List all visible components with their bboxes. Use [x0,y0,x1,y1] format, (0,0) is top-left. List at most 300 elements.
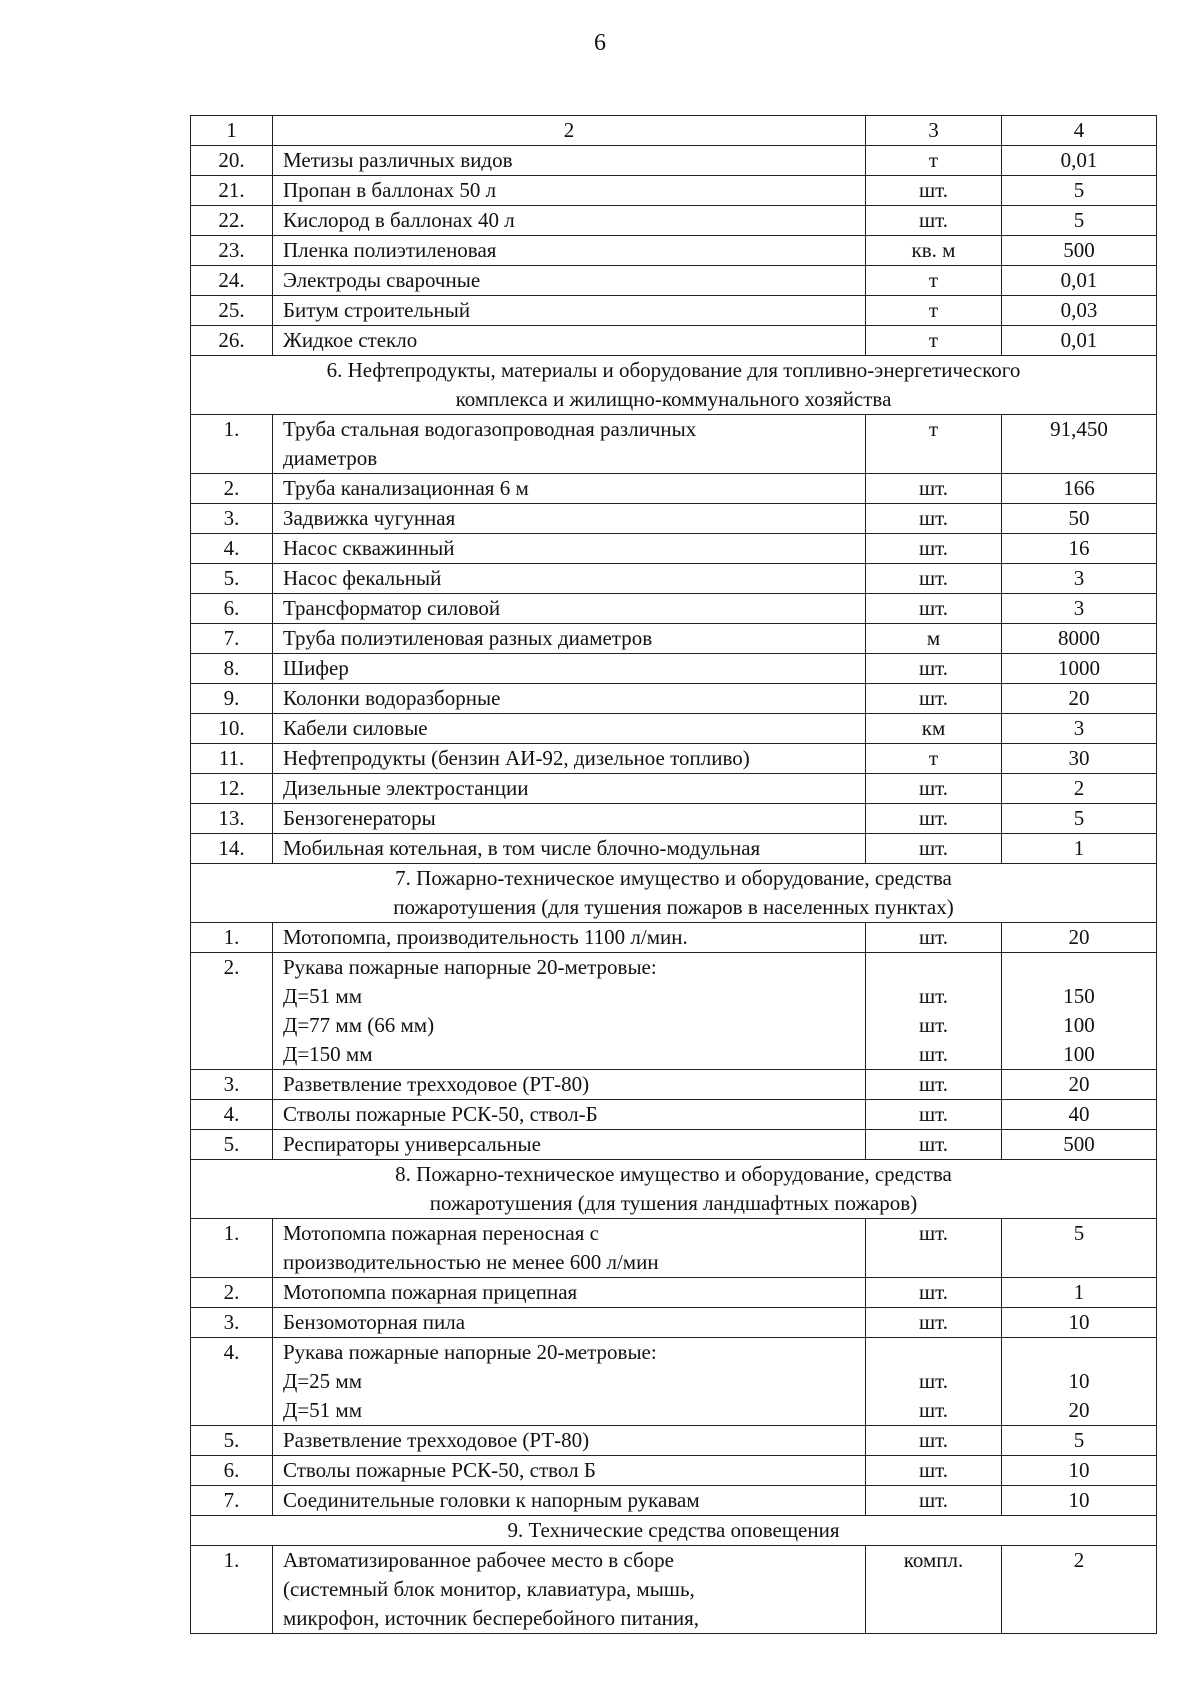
item-quantity: 3 [1073,716,1085,740]
section-title [191,864,1157,923]
item-unit: кв. м [911,238,956,262]
row-number: 7. [191,624,273,654]
table-row [191,953,1157,1070]
item-unit-cell [866,236,1002,266]
item-quantity-cell [1002,1100,1157,1130]
row-number: 1. [191,923,273,953]
section-title-line: пожаротушения (для тушения ландшафтных пожаров) [429,1191,918,1215]
item-name: Мотопомпа, производительность 1100 л/мин. [283,925,688,949]
item-quantity-cell [1002,1486,1157,1516]
section-title-line: 7. Пожарно-техническое имущество и оборудование, средства [395,866,952,890]
item-name: Насос скважинный [283,536,455,560]
item-quantity: 0,03 [1060,298,1098,322]
row-number: 9. [191,684,273,714]
item-unit: шт. [918,806,949,830]
item-unit-cell [866,624,1002,654]
item-name: Стволы пожарные РСК-50, ствол-Б [283,1102,598,1126]
item-quantity-cell [1002,1338,1157,1426]
item-quantity: 1000 [1058,656,1100,680]
section-title-line: пожаротушения (для тушения пожаров в населенных пунктах) [393,895,954,919]
item-name-cell [273,206,866,236]
item-unit: шт. [918,1280,949,1304]
row-number: 4. [191,1338,273,1426]
item-name: Насос фекальный [283,566,442,590]
item-quantity: 0,01 [1060,148,1098,172]
item-quantity-cell [1002,415,1157,474]
section-title-line: комплекса и жилищно-коммунального хозяйства [455,387,892,411]
item-name-cell [273,266,866,296]
item-unit-cell [866,714,1002,744]
item-quantity-cell [1002,923,1157,953]
item-name-cell [273,1308,866,1338]
item-quantity: 50 [1068,506,1090,530]
item-quantity [1008,1338,1150,1367]
item-unit-cell [866,834,1002,864]
row-number: 22. [191,206,273,236]
item-name: Автоматизированное рабочее место в сборе [283,1548,674,1572]
item-name: Колонки водоразборные [283,686,501,710]
item-quantity: 5 [1073,208,1085,232]
table-row [191,266,1157,296]
item-name: Соединительные головки к напорным рукавам [283,1488,700,1512]
item-name: Труба канализационная 6 м [283,476,529,500]
row-number: 3. [191,1070,273,1100]
item-unit-cell [866,206,1002,236]
item-name: Рукава пожарные напорные 20-метровые: [283,1340,657,1364]
table-row [191,1100,1157,1130]
item-quantity: 5 [1073,1428,1085,1452]
item-unit: т [928,148,939,172]
item-name: Д=51 мм [283,984,362,1008]
item-name-cell [273,804,866,834]
section-title-line: 8. Пожарно-техническое имущество и оборудование, средства [395,1162,952,1186]
item-name: Разветвление трехходовое (РТ-80) [283,1072,590,1096]
row-number: 1. [191,1219,273,1278]
item-quantity: 10 [1068,1488,1090,1512]
item-unit-cell [866,953,1002,1070]
item-name-cell [273,236,866,266]
item-name-cell [273,714,866,744]
item-unit: т [928,268,939,292]
item-name-cell [273,1546,866,1634]
item-quantity: 2 [1073,776,1085,800]
row-number: 13. [191,804,273,834]
item-name: Стволы пожарные РСК-50, ствол Б [283,1458,596,1482]
item-unit: км [921,716,946,740]
item-quantity: 20 [1068,686,1090,710]
item-name-cell [273,953,866,1070]
item-quantity-cell [1002,654,1157,684]
item-name-cell [273,326,866,356]
row-number: 10. [191,714,273,744]
item-unit [872,1338,995,1367]
section-title-line: 9. Технические средства оповещения [507,1518,840,1542]
table-row [191,296,1157,326]
section-header-row [191,1516,1157,1546]
row-number: 2. [191,1278,273,1308]
item-unit-cell [866,1456,1002,1486]
item-quantity: 150 [1063,984,1095,1008]
item-quantity: 20 [1068,1398,1090,1422]
item-unit-cell [866,504,1002,534]
table-row [191,1546,1157,1634]
item-quantity: 500 [1063,1132,1095,1156]
section-title [191,356,1157,415]
table-row [191,326,1157,356]
item-quantity-cell [1002,504,1157,534]
table-row [191,1278,1157,1308]
item-quantity-cell [1002,206,1157,236]
item-unit-cell [866,1308,1002,1338]
table-row [191,744,1157,774]
item-unit-cell [866,1338,1002,1426]
item-quantity-cell [1002,624,1157,654]
section-title-line: 6. Нефтепродукты, материалы и оборудование для топливно-энергетического [326,358,1021,382]
row-number: 2. [191,474,273,504]
row-number: 1. [191,415,273,474]
item-quantity: 0,01 [1060,268,1098,292]
item-unit: шт. [918,1310,949,1334]
item-unit [872,953,995,982]
row-number: 4. [191,1100,273,1130]
item-quantity-cell [1002,1278,1157,1308]
item-quantity-cell [1002,1546,1157,1634]
table-row [191,594,1157,624]
item-name-cell [273,534,866,564]
item-unit: т [928,417,939,441]
table-row [191,1426,1157,1456]
row-number: 3. [191,1308,273,1338]
item-unit-cell [866,415,1002,474]
item-name-cell [273,1486,866,1516]
item-unit: шт. [918,178,949,202]
item-name: Труба стальная водогазопроводная различных [283,417,697,441]
item-quantity [1008,953,1150,982]
item-name-cell [273,774,866,804]
row-number: 24. [191,266,273,296]
table-row [191,714,1157,744]
item-unit-cell [866,146,1002,176]
header-cell: 3 [866,116,1002,146]
item-name-cell [273,1426,866,1456]
item-name-cell [273,176,866,206]
item-quantity: 8000 [1058,626,1100,650]
item-name-cell [273,1278,866,1308]
item-quantity-cell [1002,594,1157,624]
item-quantity: 166 [1063,476,1095,500]
item-quantity-cell [1002,1426,1157,1456]
table-row [191,654,1157,684]
section-title [191,1160,1157,1219]
item-name: Шифер [283,656,349,680]
item-unit: шт. [918,1488,949,1512]
item-name: Пропан в баллонах 50 л [283,178,497,202]
table-row [191,1338,1157,1426]
item-name-cell [273,1219,866,1278]
item-unit: шт. [918,1428,949,1452]
item-quantity: 3 [1073,566,1085,590]
table-row [191,146,1157,176]
item-quantity: 16 [1068,536,1090,560]
item-unit-cell [866,1426,1002,1456]
item-name-cell [273,654,866,684]
item-name-cell [273,1338,866,1426]
item-quantity-cell [1002,296,1157,326]
table-row [191,564,1157,594]
item-name: Бензомоторная пила [283,1310,466,1334]
row-number: 5. [191,1426,273,1456]
item-name: производительностью не менее 600 л/мин [283,1250,659,1274]
row-number: 8. [191,654,273,684]
item-name: Кислород в баллонах 40 л [283,208,515,232]
row-number: 5. [191,1130,273,1160]
table-row [191,206,1157,236]
table-row [191,534,1157,564]
item-quantity: 5 [1073,1221,1085,1245]
item-name-cell [273,146,866,176]
table-row [191,1456,1157,1486]
item-name: Задвижка чугунная [283,506,456,530]
item-quantity: 5 [1073,806,1085,830]
item-unit-cell [866,1486,1002,1516]
table-row [191,684,1157,714]
item-unit: шт. [918,1398,949,1422]
page-number: 6 [594,30,606,56]
row-number: 20. [191,146,273,176]
item-name: Д=77 мм (66 мм) [283,1013,435,1037]
item-name: Дизельные электростанции [283,776,529,800]
row-number: 25. [191,296,273,326]
item-name-cell [273,1100,866,1130]
item-unit-cell [866,1070,1002,1100]
item-quantity: 10 [1068,1369,1090,1393]
section-header-row [191,864,1157,923]
item-name: Д=51 мм [283,1398,362,1422]
item-quantity-cell [1002,1070,1157,1100]
row-number: 6. [191,594,273,624]
item-unit: шт. [918,596,949,620]
section-header-row [191,356,1157,415]
item-unit: шт. [918,536,949,560]
item-quantity-cell [1002,774,1157,804]
item-unit-cell [866,804,1002,834]
row-number: 2. [191,953,273,1070]
item-name-cell [273,744,866,774]
item-quantity-cell [1002,744,1157,774]
table-row [191,1070,1157,1100]
item-unit: шт. [918,566,949,590]
item-name: Респираторы универсальные [283,1132,541,1156]
item-quantity: 1 [1073,1280,1085,1304]
item-name: Д=25 мм [283,1369,362,1393]
item-quantity-cell [1002,1456,1157,1486]
item-unit-cell [866,1130,1002,1160]
item-quantity-cell [1002,834,1157,864]
item-name: Нефтепродукты (бензин АИ-92, дизельное топливо) [283,746,750,770]
table-row [191,1130,1157,1160]
row-number: 1. [191,1546,273,1634]
item-quantity: 30 [1068,746,1090,770]
item-name-cell [273,834,866,864]
row-number: 4. [191,534,273,564]
item-quantity-cell [1002,534,1157,564]
item-unit-cell [866,326,1002,356]
table-row [191,774,1157,804]
item-name-cell [273,923,866,953]
table-row [191,504,1157,534]
row-number: 23. [191,236,273,266]
table-row [191,1308,1157,1338]
item-quantity-cell [1002,953,1157,1070]
row-number: 11. [191,744,273,774]
item-unit-cell [866,1100,1002,1130]
item-quantity-cell [1002,684,1157,714]
item-name-cell [273,624,866,654]
item-name-cell [273,594,866,624]
item-unit-cell [866,684,1002,714]
item-quantity-cell [1002,564,1157,594]
item-name: Разветвление трехходовое (РТ-80) [283,1428,590,1452]
item-unit: шт. [918,1042,949,1066]
table-header-row [191,116,1157,146]
item-unit: т [928,298,939,322]
item-quantity-cell [1002,1308,1157,1338]
row-number: 3. [191,504,273,534]
item-unit: шт. [918,686,949,710]
item-unit-cell [866,1278,1002,1308]
item-quantity-cell [1002,236,1157,266]
item-unit-cell [866,176,1002,206]
item-name-cell [273,684,866,714]
item-unit: шт. [918,656,949,680]
item-unit-cell [866,594,1002,624]
item-quantity: 0,01 [1060,328,1098,352]
item-quantity-cell [1002,474,1157,504]
item-unit: шт. [918,836,949,860]
table-row [191,923,1157,953]
item-name: (системный блок монитор, клавиатура, мышь, [283,1577,695,1601]
table-row [191,415,1157,474]
item-quantity: 5 [1073,178,1085,202]
item-unit: шт. [918,776,949,800]
item-quantity: 10 [1068,1310,1090,1334]
item-unit-cell [866,774,1002,804]
item-unit: т [928,746,939,770]
item-name: Д=150 мм [283,1042,373,1066]
item-quantity: 100 [1063,1013,1095,1037]
item-unit: шт. [918,1458,949,1482]
item-unit-cell [866,296,1002,326]
table-row [191,474,1157,504]
item-quantity: 20 [1068,925,1090,949]
item-unit: шт. [918,925,949,949]
item-unit: т [928,328,939,352]
header-cell: 1 [191,116,273,146]
item-name: Мотопомпа пожарная прицепная [283,1280,578,1304]
item-quantity-cell [1002,266,1157,296]
item-name-cell [273,504,866,534]
item-unit: шт. [918,506,949,530]
section-title [191,1516,1157,1546]
item-name-cell [273,1130,866,1160]
table-row [191,236,1157,266]
item-unit: шт. [918,1072,949,1096]
row-number: 5. [191,564,273,594]
item-unit: шт. [918,1369,949,1393]
item-name: диаметров [283,446,378,470]
item-name-cell [273,1070,866,1100]
equipment-table [190,115,1157,1634]
item-name-cell [273,474,866,504]
item-quantity-cell [1002,804,1157,834]
table-row [191,1486,1157,1516]
item-name: Электроды сварочные [283,268,481,292]
item-unit-cell [866,474,1002,504]
row-number: 7. [191,1486,273,1516]
item-unit-cell [866,1219,1002,1278]
item-quantity: 91,450 [1050,417,1108,441]
item-name: Трансформатор силовой [283,596,501,620]
item-unit: шт. [918,1013,949,1037]
row-number: 26. [191,326,273,356]
header-cell: 4 [1002,116,1157,146]
item-unit: шт. [918,984,949,1008]
item-quantity-cell [1002,714,1157,744]
item-name: Пленка полиэтиленовая [283,238,497,262]
item-unit-cell [866,654,1002,684]
item-quantity: 3 [1073,596,1085,620]
item-name-cell [273,415,866,474]
item-quantity-cell [1002,1130,1157,1160]
item-quantity: 2 [1073,1548,1085,1572]
item-quantity-cell [1002,1219,1157,1278]
row-number: 12. [191,774,273,804]
item-quantity-cell [1002,326,1157,356]
item-quantity: 500 [1063,238,1095,262]
item-quantity: 40 [1068,1102,1090,1126]
header-cell: 2 [273,116,866,146]
item-quantity: 20 [1068,1072,1090,1096]
row-number: 6. [191,1456,273,1486]
item-name: Жидкое стекло [283,328,418,352]
item-quantity: 10 [1068,1458,1090,1482]
item-name: Рукава пожарные напорные 20-метровые: [283,955,657,979]
item-unit-cell [866,1546,1002,1634]
item-quantity-cell [1002,176,1157,206]
item-quantity: 100 [1063,1042,1095,1066]
item-unit: шт. [918,1132,949,1156]
item-unit-cell [866,564,1002,594]
item-name-cell [273,564,866,594]
item-unit: шт. [918,476,949,500]
item-unit-cell [866,744,1002,774]
item-unit-cell [866,923,1002,953]
item-name: Метизы различных видов [283,148,513,172]
item-unit: м [926,626,941,650]
section-header-row [191,1160,1157,1219]
item-quantity-cell [1002,146,1157,176]
item-name-cell [273,296,866,326]
item-unit: компл. [903,1548,964,1572]
item-unit-cell [866,534,1002,564]
table-row [191,624,1157,654]
item-name: Мотопомпа пожарная переносная с [283,1221,599,1245]
item-quantity: 1 [1073,836,1085,860]
item-name: Битум строительный [283,298,471,322]
table-row [191,804,1157,834]
row-number: 14. [191,834,273,864]
item-unit: шт. [918,208,949,232]
